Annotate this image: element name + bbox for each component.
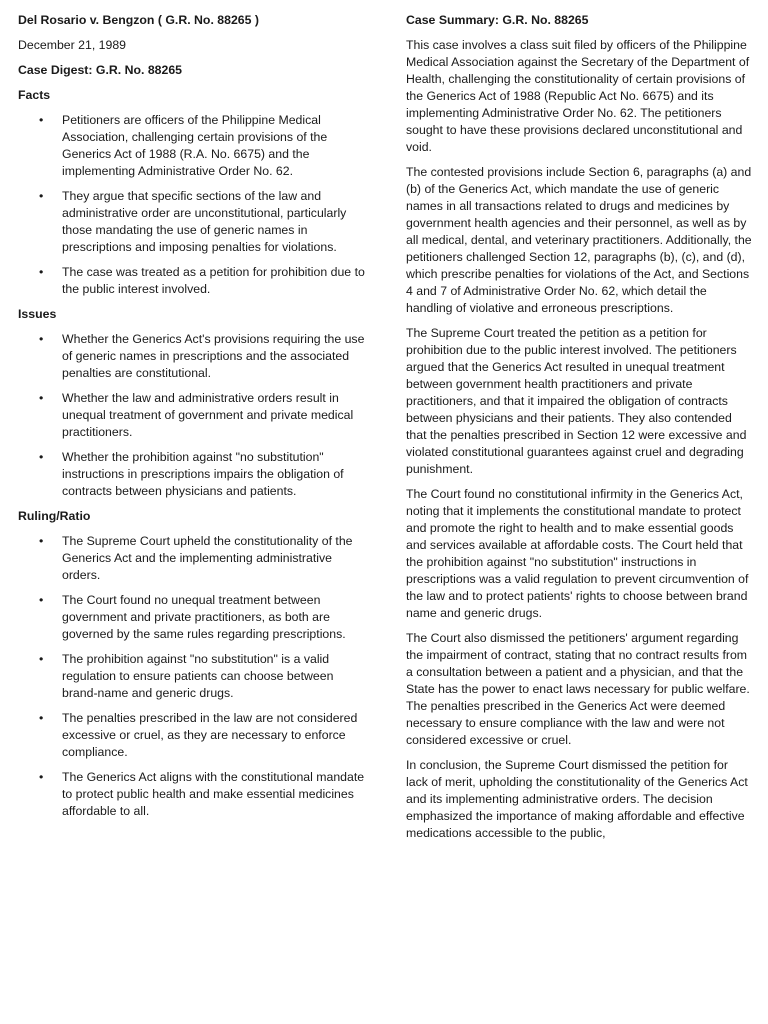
list-item	[18, 651, 370, 702]
left-column	[18, 12, 370, 828]
list-item	[18, 390, 370, 441]
issue-text: Whether the Generics Act's provisions requiring the use of generic names in prescriptions and the associated penalties are constitutional.	[62, 332, 365, 380]
issue-text: Whether the law and administrative orders result in unequal treatment of government and private medical practitioners.	[62, 391, 354, 439]
ruling-heading: Ruling/Ratio	[18, 509, 91, 523]
list-item	[18, 769, 370, 820]
bullet-icon: •	[39, 770, 44, 784]
facts-heading: Facts	[18, 88, 51, 102]
issues-heading: Issues	[18, 307, 57, 321]
bullet-icon: •	[39, 265, 44, 279]
summary-paragraph: In conclusion, the Supreme Court dismissed the petition for lack of merit, upholding the constitutionality of the Generics Act and its implementing administrative orders. The decision emphasized the importance of making affordable and effective medications accessible to the public,	[406, 758, 748, 840]
ruling-text: The Court found no unequal treatment between government and private practitioners, as both are governed by the same rules regarding prescriptions.	[62, 593, 346, 641]
bullet-icon: •	[39, 534, 44, 548]
list-item	[18, 188, 370, 256]
bullet-icon: •	[39, 113, 44, 127]
summary-paragraph: The Court also dismissed the petitioners' argument regarding the impairment of contract, stating that no contract results from a consultation between a patient and a physician, and that the State has the power to enact laws necessary for public welfare. The penalties prescribed in the Generics Act were deemed necessary to ensure compliance with the law and were not considered excessive or cruel.	[406, 631, 750, 747]
list-item	[18, 264, 370, 298]
ruling-text: The Supreme Court upheld the constitutionality of the Generics Act and the implementing administrative orders.	[62, 534, 353, 582]
right-column	[406, 12, 752, 850]
summary-paragraph: The Supreme Court treated the petition as a petition for prohibition due to the public interest involved. The petitioners argued that the Generics Act resulted in unequal treatment between government health practitioners and private practitioners, and that it impaired the obligation of contracts between physicians and their patients. They also contended that the penalties prescribed in Section 12 were excessive and violated constitutional guarantees against cruel and degrading punishment.	[406, 326, 747, 476]
bullet-icon: •	[39, 189, 44, 203]
bullet-icon: •	[39, 450, 44, 464]
list-item	[18, 710, 370, 761]
bullet-icon: •	[39, 711, 44, 725]
digest-heading: Case Digest: G.R. No. 88265	[18, 63, 183, 77]
case-title: Del Rosario v. Bengzon ( G.R. No. 88265 )	[18, 13, 259, 27]
bullet-icon: •	[39, 593, 44, 607]
list-item	[18, 592, 370, 643]
list-item	[18, 449, 370, 500]
summary-heading: Case Summary: G.R. No. 88265	[406, 13, 589, 27]
issue-text: Whether the prohibition against "no substitution" instructions in prescriptions impairs the obligation of contracts between physicians and patients.	[62, 450, 344, 498]
list-item	[18, 533, 370, 584]
ruling-text: The penalties prescribed in the law are not considered excessive or cruel, as they are necessary to enforce compliance.	[62, 711, 358, 759]
bullet-icon: •	[39, 332, 44, 346]
issues-list	[18, 331, 370, 500]
decision-date: December 21, 1989	[18, 38, 127, 52]
ruling-text: The prohibition against "no substitution" is a valid regulation to ensure patients can choose between brand-name and generic drugs.	[62, 652, 334, 700]
fact-text: Petitioners are officers of the Philippine Medical Association, challenging certain provisions of the Generics Act of 1988 (R.A. No. 6675) and the implementing Administrative Order No. 62.	[62, 113, 328, 178]
list-item	[18, 331, 370, 382]
bullet-icon: •	[39, 652, 44, 666]
summary-paragraph: The contested provisions include Section 6, paragraphs (a) and (b) of the Generics Act, which mandate the use of generic names in all transactions related to drugs and medicines by government health agencies and their personnel, as well as by all medical, dental, and veterinary practitioners. Additionally, the petitioners challenged Section 12, paragraphs (b), (c), and (d), which prescribe penalties for violations of the Act, and Sections 4 and 7 of Administrative Order No. 62, which detail the handling of violative and erroneous prescriptions.	[406, 165, 752, 315]
ruling-text: The Generics Act aligns with the constitutional mandate to protect public health and make essential medicines affordable to all.	[62, 770, 365, 818]
bullet-icon: •	[39, 391, 44, 405]
list-item	[18, 112, 370, 180]
ruling-list	[18, 533, 370, 820]
fact-text: The case was treated as a petition for prohibition due to the public interest involved.	[62, 265, 365, 296]
summary-paragraph: This case involves a class suit filed by officers of the Philippine Medical Association against the Secretary of the Department of Health, challenging the constitutionality of certain provisions of the Generics Act of 1988 (Republic Act No. 6675) and its implementing Administrative Order No. 62. The petitioners sought to have these provisions declared unconstitutional and void.	[406, 38, 750, 154]
summary-paragraph: The Court found no constitutional infirmity in the Generics Act, noting that it implements the constitutional mandate to protect and promote the right to health and to make essential goods and services available at affordable costs. The Court held that the prohibition against "no substitution" instructions in prescriptions was a valid regulation to prevent circumvention of the law and to protect patients' rights to choose between brand name and generic drugs.	[406, 487, 749, 620]
fact-text: They argue that specific sections of the law and administrative order are unconstitutional, particularly those mandating the use of generic names in prescriptions and imposing penalties for violations.	[62, 189, 347, 254]
facts-list	[18, 112, 370, 298]
